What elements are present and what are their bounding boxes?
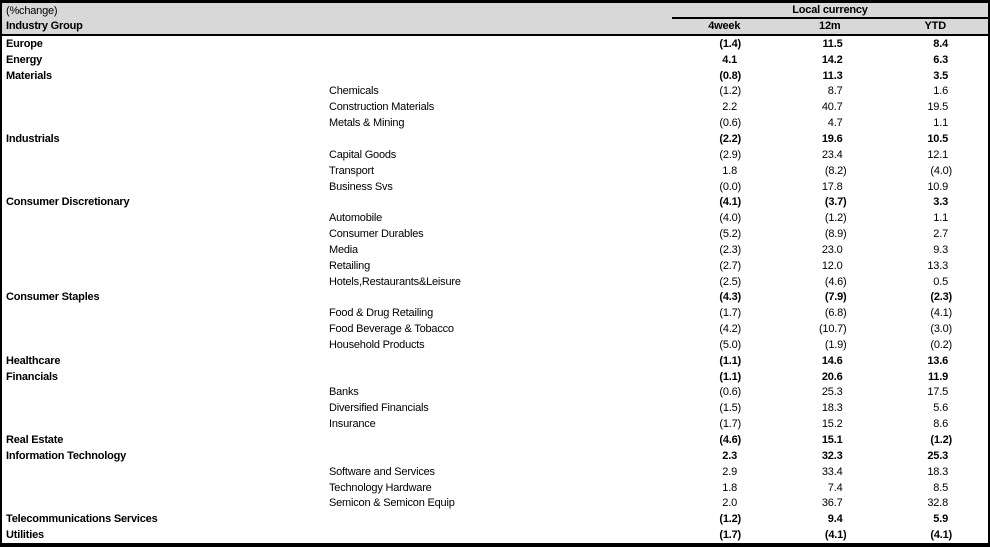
- value-ytd: 18.3: [927, 465, 948, 478]
- value-ytd: (0.2): [930, 338, 952, 351]
- industry-label: Energy: [6, 53, 43, 66]
- header-row-currency: [2, 3, 988, 19]
- value-ytd: 32.8: [927, 497, 948, 510]
- value-12m: 7.4: [827, 481, 843, 494]
- industry-label: Semicon & Semicon Equip: [329, 497, 455, 510]
- industry-label: Transport: [329, 164, 374, 177]
- value-12m: 11.5: [822, 37, 843, 50]
- table-row: [2, 163, 988, 179]
- industry-label: Materials: [6, 69, 52, 82]
- industry-label: Insurance: [329, 418, 376, 431]
- industry-label: Software and Services: [329, 465, 435, 478]
- industry-label: Food Beverage & Tobacco: [329, 323, 454, 336]
- table-row: [2, 210, 988, 226]
- value-ytd: (4.0): [930, 164, 952, 177]
- industry-label: Automobile: [329, 212, 383, 225]
- table-row: [2, 115, 988, 131]
- table-body: [2, 36, 988, 543]
- table-row: [2, 242, 988, 258]
- value-12m: 15.2: [821, 418, 843, 431]
- industry-label: Consumer Discretionary: [6, 196, 130, 209]
- value-ytd: 2.7: [933, 228, 948, 241]
- value-4week: (5.2): [719, 228, 741, 241]
- value-ytd: 17.5: [927, 386, 948, 399]
- value-ytd: (4.1): [930, 307, 952, 320]
- value-ytd: (1.2): [930, 434, 952, 447]
- table-row: [2, 416, 988, 432]
- value-4week: 4.1: [722, 53, 737, 66]
- value-12m: (3.7): [824, 196, 847, 209]
- industry-label: Information Technology: [6, 449, 127, 462]
- table-row: [2, 464, 988, 480]
- value-12m: 36.7: [821, 497, 843, 510]
- value-4week: (1.7): [719, 307, 741, 320]
- industry-label: Metals & Mining: [329, 117, 405, 130]
- value-12m: 33.4: [821, 465, 843, 478]
- value-12m: (6.8): [824, 307, 847, 320]
- value-12m: 18.3: [821, 402, 843, 415]
- table-row: [2, 495, 988, 511]
- value-ytd: 10.9: [927, 180, 948, 193]
- table-row: [2, 321, 988, 337]
- industry-label: Technology Hardware: [329, 481, 432, 494]
- value-4week: (4.6): [719, 434, 741, 447]
- value-4week: (2.5): [719, 275, 741, 288]
- industry-label: Hotels,Restaurants&Leisure: [329, 275, 461, 288]
- value-12m: 14.2: [821, 53, 843, 66]
- value-4week: 1.8: [722, 164, 737, 177]
- table-row: [2, 274, 988, 290]
- value-12m: 8.7: [827, 85, 843, 98]
- table-row: [2, 258, 988, 274]
- value-4week: 2.3: [722, 449, 737, 462]
- value-4week: 1.8: [722, 481, 737, 494]
- value-12m: (8.2): [824, 164, 847, 177]
- table-row: [2, 290, 988, 306]
- value-4week: (0.6): [719, 386, 741, 399]
- value-12m: 14.6: [821, 354, 843, 367]
- value-ytd: (2.3): [930, 291, 952, 304]
- industry-label: Construction Materials: [329, 101, 435, 114]
- value-4week: (0.8): [719, 69, 741, 82]
- industry-label: Real Estate: [6, 434, 64, 447]
- value-ytd: 5.6: [933, 402, 948, 415]
- table-row: [2, 480, 988, 496]
- value-ytd: 1.1: [933, 117, 948, 130]
- industry-label: Media: [329, 243, 358, 256]
- table-row: [2, 527, 988, 543]
- value-ytd: 9.3: [933, 243, 948, 256]
- value-ytd: 3.3: [933, 196, 948, 209]
- value-12m: 40.7: [821, 101, 843, 114]
- table-row: [2, 369, 988, 385]
- value-ytd: 19.5: [927, 101, 948, 114]
- value-4week: (0.6): [719, 117, 741, 130]
- value-ytd: 1.1: [933, 212, 948, 225]
- value-ytd: 12.1: [927, 148, 948, 161]
- industry-label: Capital Goods: [329, 148, 397, 161]
- table-row: [2, 305, 988, 321]
- local-currency-group-header: Local currency: [672, 3, 988, 19]
- table-row: [2, 194, 988, 210]
- value-12m: 23.0: [821, 243, 843, 256]
- value-4week: (4.3): [719, 291, 741, 304]
- table-row: [2, 385, 988, 401]
- value-4week: (4.2): [719, 323, 741, 336]
- value-ytd: 0.5: [933, 275, 948, 288]
- industry-group-column-header: Industry Group: [6, 20, 83, 33]
- value-12m: 23.4: [821, 148, 843, 161]
- value-12m: 15.1: [821, 434, 843, 447]
- value-4week: (1.4): [719, 37, 741, 50]
- table-row: [2, 400, 988, 416]
- value-ytd: 8.5: [933, 481, 948, 494]
- value-4week: 2.9: [722, 465, 737, 478]
- value-4week: (0.0): [719, 180, 741, 193]
- table-header: [2, 3, 988, 36]
- value-4week: (1.1): [719, 354, 741, 367]
- industry-label: Banks: [329, 386, 359, 399]
- value-12m: (8.9): [824, 228, 847, 241]
- table-row: [2, 432, 988, 448]
- table-row: [2, 226, 988, 242]
- value-ytd: 13.6: [927, 354, 948, 367]
- value-4week: (1.2): [719, 513, 741, 526]
- value-4week: (5.0): [719, 338, 741, 351]
- value-ytd: 13.3: [927, 259, 948, 272]
- table-row: [2, 52, 988, 68]
- value-4week: (2.7): [719, 259, 741, 272]
- industry-label: Household Products: [329, 338, 425, 351]
- value-ytd: 10.5: [927, 132, 948, 145]
- value-ytd: (3.0): [930, 323, 952, 336]
- value-12m: (7.9): [824, 291, 847, 304]
- value-12m: (4.1): [824, 529, 847, 542]
- value-4week: (4.0): [719, 212, 741, 225]
- industry-label: Retailing: [329, 259, 371, 272]
- table-row: [2, 99, 988, 115]
- value-ytd: 25.3: [927, 449, 948, 462]
- value-ytd: 11.9: [927, 370, 948, 383]
- value-12m: 17.8: [821, 180, 843, 193]
- value-4week: (1.7): [719, 418, 741, 431]
- industry-label: Industrials: [6, 132, 60, 145]
- table-row: [2, 68, 988, 84]
- value-4week: (2.2): [719, 132, 741, 145]
- value-12m: 20.6: [821, 370, 843, 383]
- value-ytd: 8.6: [933, 418, 948, 431]
- industry-label: Food & Drug Retailing: [329, 307, 434, 320]
- table-row: [2, 147, 988, 163]
- percent-change-label: (%change): [6, 4, 58, 17]
- value-12m: 32.3: [821, 449, 843, 462]
- value-ytd: 6.3: [933, 53, 948, 66]
- value-12m: (1.2): [824, 212, 847, 225]
- table-row: [2, 84, 988, 100]
- column-header-12m: 12m: [819, 20, 841, 33]
- value-ytd: 8.4: [933, 37, 948, 50]
- industry-label: Diversified Financials: [329, 402, 429, 415]
- table-row: [2, 448, 988, 464]
- value-4week: (2.9): [719, 148, 741, 161]
- table-row: [2, 131, 988, 147]
- table-row: [2, 337, 988, 353]
- value-12m: 9.4: [827, 513, 843, 526]
- value-4week: (4.1): [719, 196, 741, 209]
- value-4week: (2.3): [719, 243, 741, 256]
- value-ytd: (4.1): [930, 529, 952, 542]
- value-12m: 12.0: [821, 259, 843, 272]
- table-row: [2, 353, 988, 369]
- industry-label: Business Svs: [329, 180, 393, 193]
- industry-label: Financials: [6, 370, 58, 383]
- industry-label: Consumer Durables: [329, 228, 424, 241]
- value-12m: (10.7): [818, 323, 847, 336]
- table-row: [2, 179, 988, 195]
- value-4week: (1.5): [719, 402, 741, 415]
- value-12m: (1.9): [824, 338, 847, 351]
- value-12m: 4.7: [827, 117, 843, 130]
- value-ytd: 5.9: [933, 513, 948, 526]
- column-header-ytd: YTD: [924, 20, 946, 33]
- value-12m: 11.3: [822, 69, 843, 82]
- value-12m: 19.6: [821, 132, 843, 145]
- value-4week: 2.2: [722, 101, 737, 114]
- value-4week: 2.0: [722, 497, 737, 510]
- industry-label: Consumer Staples: [6, 291, 100, 304]
- industry-label: Chemicals: [329, 85, 379, 98]
- header-row-columns: [2, 19, 988, 35]
- value-12m: (4.6): [824, 275, 847, 288]
- industry-label: Utilities: [6, 529, 44, 542]
- column-header-4week: 4week: [708, 20, 741, 33]
- value-4week: (1.2): [719, 85, 741, 98]
- industry-label: Healthcare: [6, 354, 61, 367]
- industry-label: Europe: [6, 37, 43, 50]
- value-ytd: 3.5: [933, 69, 948, 82]
- value-12m: 25.3: [821, 386, 843, 399]
- table-row: [2, 511, 988, 527]
- industry-label: Telecommunications Services: [6, 513, 158, 526]
- table-row: [2, 36, 988, 52]
- value-ytd: 1.6: [933, 85, 948, 98]
- value-4week: (1.7): [719, 529, 741, 542]
- value-4week: (1.1): [719, 370, 741, 383]
